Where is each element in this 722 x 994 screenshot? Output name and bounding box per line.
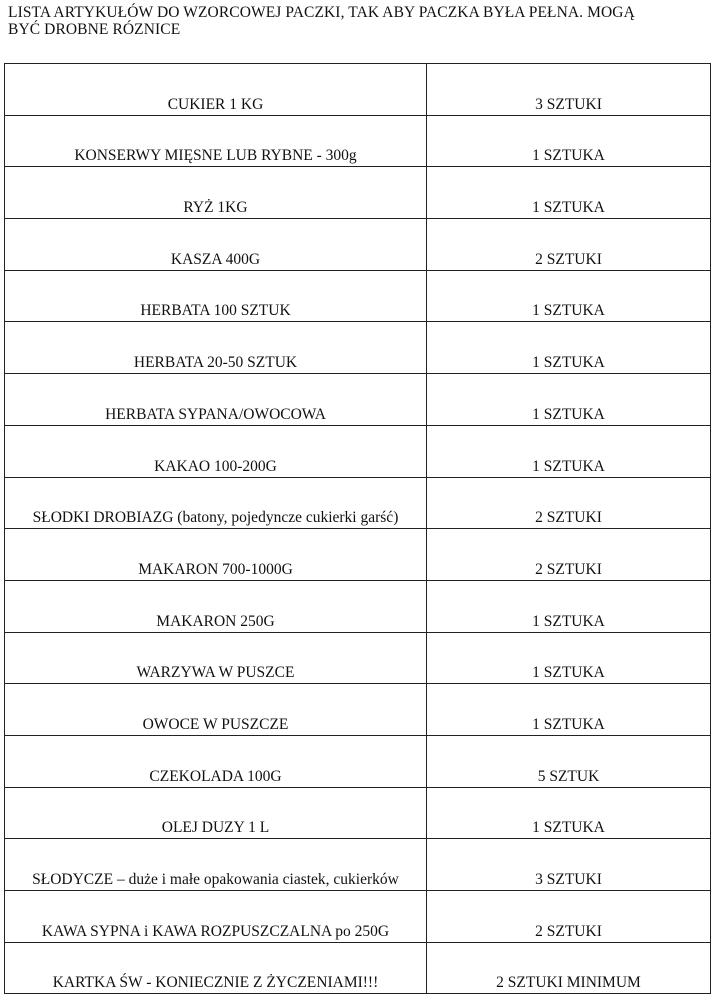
table-row <box>5 787 711 839</box>
item-quantity-cell: 1 SZTUKA <box>427 322 711 374</box>
item-name-cell: CUKIER 1 KG <box>5 64 427 116</box>
item-quantity-cell: 2 SZTUKI <box>427 891 711 943</box>
table-row <box>5 167 711 219</box>
table-row <box>5 64 711 116</box>
item-quantity-cell: 1 SZTUKA <box>427 787 711 839</box>
item-name-cell: KAKAO 100-200G <box>5 425 427 477</box>
table-row <box>5 891 711 943</box>
item-quantity-cell: 1 SZTUKA <box>427 580 711 632</box>
item-quantity-cell: 1 SZTUKA <box>427 374 711 426</box>
item-quantity-cell: 1 SZTUKA <box>427 425 711 477</box>
table-row <box>5 684 711 736</box>
table-row <box>5 270 711 322</box>
table-row <box>5 115 711 167</box>
item-name-cell: KAWA SYPNA i KAWA ROZPUSZCZALNA po 250G <box>5 891 427 943</box>
table-row <box>5 580 711 632</box>
item-quantity-cell: 1 SZTUKA <box>427 684 711 736</box>
heading-line-2: BYĆ DROBNE RÓZNICE <box>8 21 181 38</box>
item-name-cell: CZEKOLADA 100G <box>5 735 427 787</box>
item-name-cell: KASZA 400G <box>5 219 427 271</box>
table-row <box>5 374 711 426</box>
table-row <box>5 529 711 581</box>
item-name-cell: MAKARON 250G <box>5 580 427 632</box>
item-name-cell: OLEJ DUZY 1 L <box>5 787 427 839</box>
item-name-cell: KONSERWY MIĘSNE LUB RYBNE - 300g <box>5 115 427 167</box>
item-quantity-cell: 5 SZTUK <box>427 735 711 787</box>
item-quantity-cell: 2 SZTUKI <box>427 477 711 529</box>
heading-line-1: LISTA ARTYKUŁÓW DO WZORCOWEJ PACZKI, TAK ABY PACZKA BYŁA PEŁNA. MOGĄ <box>8 4 635 21</box>
item-name-cell: HERBATA SYPANA/OWOCOWA <box>5 374 427 426</box>
item-quantity-cell: 1 SZTUKA <box>427 167 711 219</box>
item-name-cell: HERBATA 20-50 SZTUK <box>5 322 427 374</box>
items-table <box>4 63 711 994</box>
item-name-cell: MAKARON 700-1000G <box>5 529 427 581</box>
item-name-cell: OWOCE W PUSZCZE <box>5 684 427 736</box>
item-quantity-cell: 1 SZTUKA <box>427 115 711 167</box>
item-quantity-cell: 1 SZTUKA <box>427 632 711 684</box>
document-heading <box>8 4 708 38</box>
table-row <box>5 735 711 787</box>
item-name-cell: RYŻ 1KG <box>5 167 427 219</box>
item-quantity-cell: 3 SZTUKI <box>427 839 711 891</box>
item-quantity-cell: 2 SZTUKI MINIMUM <box>427 942 711 994</box>
table-row <box>5 632 711 684</box>
table-row <box>5 219 711 271</box>
table-row <box>5 322 711 374</box>
item-name-cell: SŁODYCZE – duże i małe opakowania ciastek, cukierków <box>5 839 427 891</box>
item-quantity-cell: 2 SZTUKI <box>427 219 711 271</box>
table-row <box>5 942 711 994</box>
item-name-cell: KARTKA ŚW - KONIECZNIE Z ŻYCZENIAMI!!! <box>5 942 427 994</box>
item-quantity-cell: 3 SZTUKI <box>427 64 711 116</box>
table-row <box>5 839 711 891</box>
item-name-cell: SŁODKI DROBIAZG (batony, pojedyncze cukierki garść) <box>5 477 427 529</box>
item-quantity-cell: 2 SZTUKI <box>427 529 711 581</box>
item-name-cell: HERBATA 100 SZTUK <box>5 270 427 322</box>
table-row <box>5 425 711 477</box>
table-row <box>5 477 711 529</box>
item-name-cell: WARZYWA W PUSZCE <box>5 632 427 684</box>
item-quantity-cell: 1 SZTUKA <box>427 270 711 322</box>
